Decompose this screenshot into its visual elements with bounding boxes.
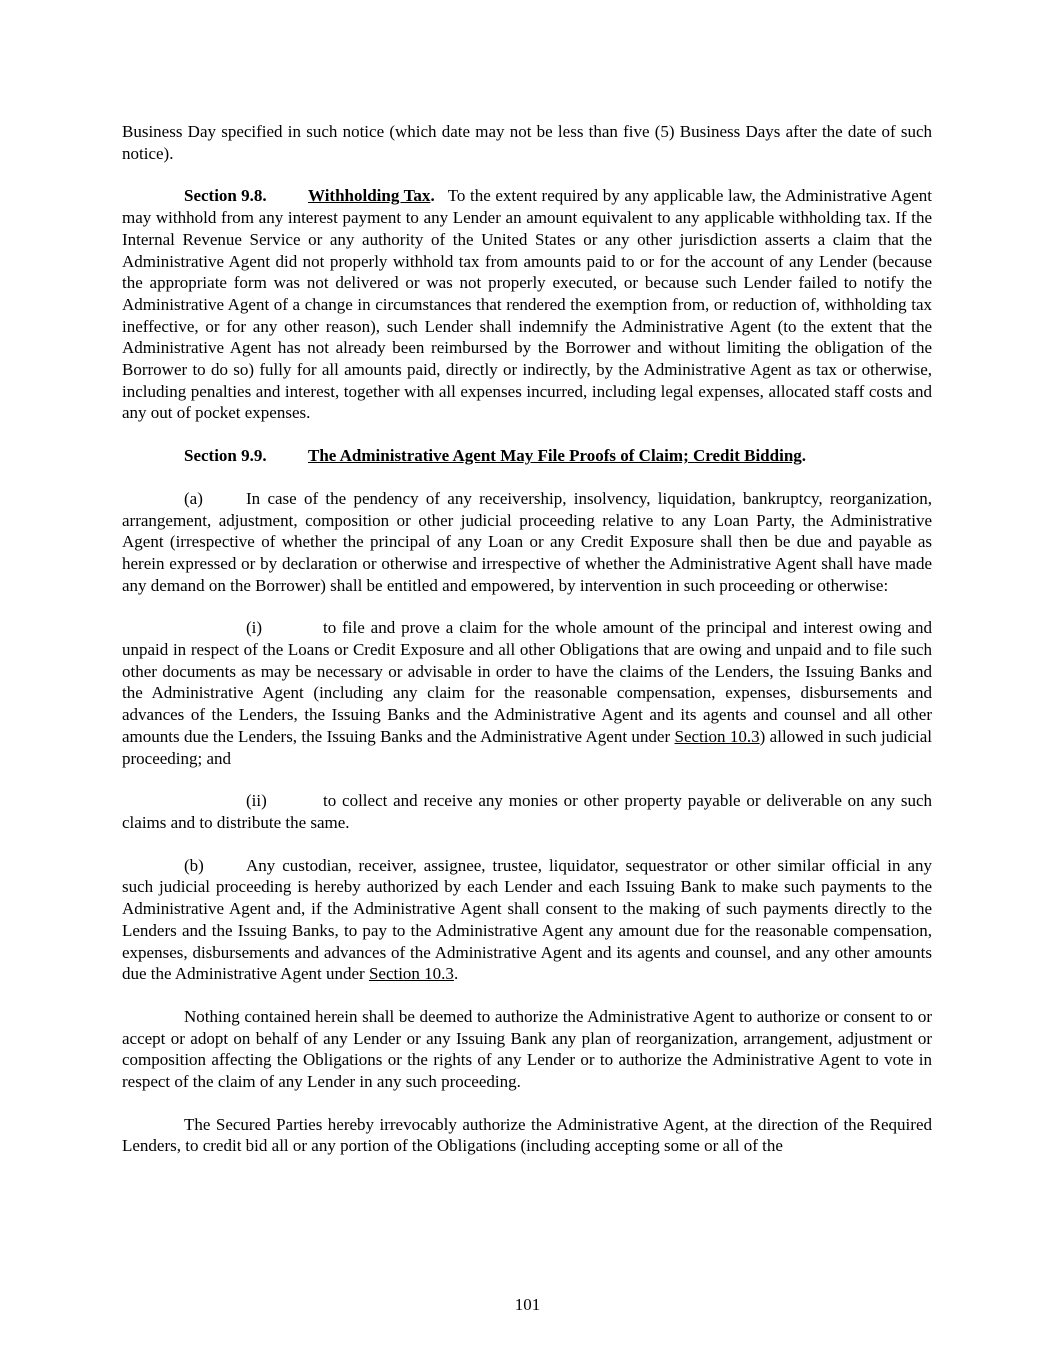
subsection-b-label-box [184, 855, 246, 877]
section-9-8-title: Withholding Tax [308, 186, 431, 206]
clause-ii-label: (ii) [246, 791, 267, 811]
secured-parties-text: The Secured Parties hereby irrevocably authorize the Administrative Agent, at the direction of the Required Lenders, to credit bid all or any portion of the Obligations (including accepting some or all of the [122, 1114, 932, 1156]
subsection-a-label-box [184, 488, 246, 510]
subsection-a-paragraph [122, 488, 932, 597]
section-9-9-title-period: . [801, 446, 807, 466]
clause-ii-body: to collect and receive any monies or other property payable or deliverable on any such claims and to distribute the same. [122, 791, 932, 832]
paragraph-continuation [122, 121, 932, 164]
section-10-3-reference: Section 10.3 [368, 964, 454, 984]
subsection-a-body: In case of the pendency of any receivership, insolvency, liquidation, bankruptcy, reorganization, arrangement, adjustment, composition or other judicial proceeding relative to any Loan Party, the Administrative Agent (irrespective of whether the principal of any Loan or any Credit Exposure shall then be due and payable as herein expressed or by declaration or otherwise and irrespective of whether the Administrative Agent shall have made any demand on the Borrower) shall be entitled and empowered, by intervention in such proceeding or otherwise: [122, 488, 932, 595]
section-9-9-label-box [184, 445, 308, 467]
subsection-a-label: (a) [184, 488, 203, 508]
clause-i-label-box [246, 617, 323, 639]
subsection-b-paragraph [122, 855, 932, 985]
section-10-3-reference: Section 10.3 [674, 726, 760, 746]
clause-i-label: (i) [246, 618, 263, 638]
subsection-b-body-end: . [453, 964, 459, 984]
section-9-8-paragraph [122, 185, 932, 424]
nothing-contained-paragraph [122, 1006, 932, 1093]
section-9-9-title: The Administrative Agent May File Proofs of Claim; Credit Bidding [308, 446, 802, 466]
clause-i-body: to file and prove a claim for the whole amount of the principal and interest owing and unpaid in respect of the Loans or Credit Exposure and all other Obligations that are owing and unpaid and to file such other documents as may be necessary or advisable in order to have the claims of the Lenders, the Issuing Banks and the Administrative Agent (including any claim for the reasonable compensation, expenses, disbursements and advances of the Lenders, the Issuing Banks and the Administrative Agent and its agents and counsel and all other amounts due the Lenders, the Issuing Banks and the Administrative Agent under [122, 618, 932, 746]
nothing-contained-text: Nothing contained herein shall be deemed to authorize the Administrative Agent to authorize or consent to or accept or adopt on behalf of any Lender or any Issuing Bank any plan of reorganization, arrangement, adjustment or composition affecting the Obligations or the rights of any Lender or to authorize the Administrative Agent to vote in respect of the claim of any Lender in any such proceeding. [122, 1006, 932, 1092]
section-9-8-label: Section 9.8. [184, 186, 267, 206]
continuation-text: Business Day specified in such notice (which date may not be less than five (5) Business Days after the date of such notice). [122, 122, 932, 163]
section-9-8-title-period: . [430, 186, 435, 206]
subsection-b-body: Any custodian, receiver, assignee, trustee, liquidator, sequestrator or other similar official in any such judicial proceeding is hereby authorized by each Lender and each Issuing Bank to make such payments to the Administrative Agent and, if the Administrative Agent shall consent to the making of such payments directly to the Lenders and the Issuing Banks, to pay to the Administrative Agent any amount due for the reasonable compensation, expenses, disbursements and advances of the Administrative Agent and its agents and counsel, and any other amounts due the Administrative Agent under [122, 855, 932, 984]
clause-i-paragraph [122, 617, 932, 769]
clause-i-body-end: ) allowed in such judicial proceeding; and [122, 726, 932, 768]
section-9-9-label: Section 9.9. [184, 446, 267, 466]
clause-ii-paragraph [122, 790, 932, 833]
subsection-b-label: (b) [184, 855, 204, 875]
clause-ii-label-box [246, 790, 323, 812]
page-number: 101 [514, 1295, 541, 1314]
section-9-8-body: To the extent required by any applicable law, the Administrative Agent may withhold from any interest payment to any Lender an amount equivalent to any applicable withholding tax. If the Internal Revenue Service or any authority of the United States or any other jurisdiction asserts a claim that the Administrative Agent did not properly withhold tax from amounts paid to or for the account of any Lender (because the appropriate form was not delivered or was not properly executed, or because such Lender failed to notify the Administrative Agent of a change in circumstances that rendered the exemption from, or reduction of, withholding tax ineffective, or for any other reason), such Lender shall indemnify the Administrative Agent (to the extent that the Administrative Agent has not already been reimbursed by the Borrower and without limiting the obligation of the Borrower to do so) fully for all amounts paid, directly or indirectly, by the Administrative Agent as tax or otherwise, including penalties and interest, together with all expenses incurred, including legal expenses, allocated staff costs and any out of pocket expenses. [122, 186, 932, 423]
section-9-9-heading [122, 445, 932, 467]
secured-parties-paragraph [122, 1114, 932, 1157]
section-9-8-label-box [184, 185, 308, 207]
